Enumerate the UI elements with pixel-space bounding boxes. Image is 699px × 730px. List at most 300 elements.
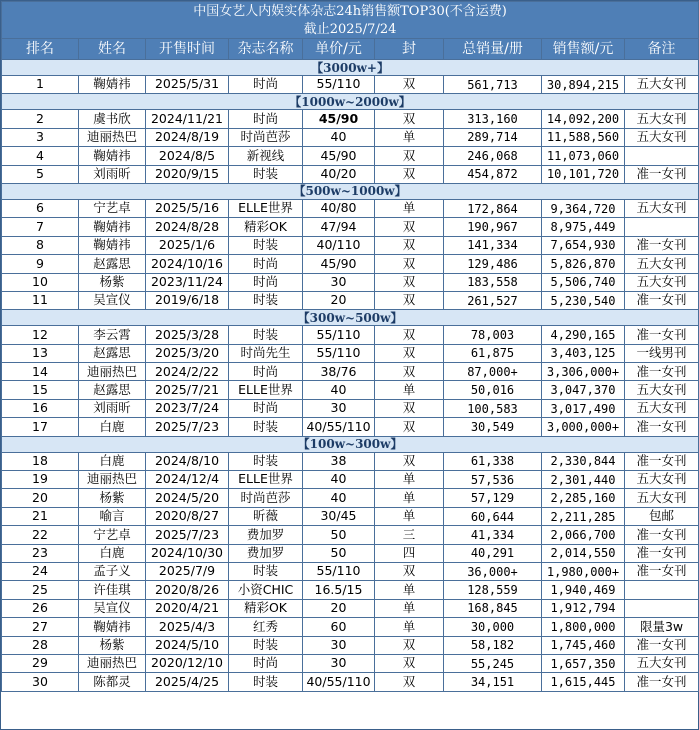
cell-magazine: 时尚芭莎 (229, 128, 303, 146)
cell-total-copies: 172,864 (444, 199, 542, 217)
cell-sale-date: 2025/5/16 (146, 199, 229, 217)
cell-name: 迪丽热巴 (79, 471, 146, 489)
cell-sale-date: 2020/12/10 (146, 654, 229, 672)
cell-unit-price: 30 (303, 636, 375, 654)
cell-magazine: 时尚 (229, 654, 303, 672)
cell-name: 白鹿 (79, 452, 146, 470)
cell-revenue: 14,092,200 (542, 110, 625, 128)
cell-name: 鞠婧祎 (79, 618, 146, 636)
cell-revenue: 2,066,700 (542, 526, 625, 544)
cell-unit-price: 16.5/15 (303, 581, 375, 599)
cell-sale-date: 2024/8/5 (146, 147, 229, 165)
cell-name: 迪丽热巴 (79, 128, 146, 146)
cell-sale-date: 2025/7/23 (146, 526, 229, 544)
cell-cover: 单 (375, 199, 444, 217)
cell-cover: 单 (375, 471, 444, 489)
cell-magazine: 小资CHIC (229, 581, 303, 599)
cell-total-copies: 561,713 (444, 76, 542, 94)
cell-unit-price: 40/80 (303, 199, 375, 217)
cell-magazine: 时装 (229, 236, 303, 254)
cell-unit-price: 20 (303, 599, 375, 617)
cell-revenue: 1,980,000+ (542, 562, 625, 580)
cell-magazine: 时尚 (229, 110, 303, 128)
cell-unit-price: 50 (303, 526, 375, 544)
cell-total-copies: 129,486 (444, 255, 542, 273)
cell-magazine: 时装 (229, 452, 303, 470)
cell-note: 准一女刊 (625, 418, 699, 436)
cell-revenue: 5,826,870 (542, 255, 625, 273)
cell-cover: 双 (375, 673, 444, 691)
cell-sale-date: 2020/8/27 (146, 507, 229, 525)
table-row (2, 326, 699, 344)
cell-name: 赵露思 (79, 255, 146, 273)
cell-note: 准一女刊 (625, 562, 699, 580)
cell-revenue: 5,230,540 (542, 291, 625, 309)
cell-total-copies: 55,245 (444, 654, 542, 672)
cell-unit-price: 20 (303, 291, 375, 309)
cell-cover: 双 (375, 452, 444, 470)
cell-cover: 单 (375, 381, 444, 399)
cell-sale-date: 2025/3/28 (146, 326, 229, 344)
cell-name: 白鹿 (79, 544, 146, 562)
cell-magazine: 时尚 (229, 399, 303, 417)
cell-magazine: ELLE世界 (229, 471, 303, 489)
table-row (2, 110, 699, 128)
table-row (2, 236, 699, 254)
cell-cover: 三 (375, 526, 444, 544)
cell-note (625, 599, 699, 617)
cell-sale-date: 2025/3/20 (146, 344, 229, 362)
cell-sale-date: 2024/12/4 (146, 471, 229, 489)
cell-sale-date: 2024/8/10 (146, 452, 229, 470)
cell-sale-date: 2024/11/21 (146, 110, 229, 128)
table-row (2, 581, 699, 599)
cell-unit-price: 45/90 (303, 255, 375, 273)
cell-revenue: 2,330,844 (542, 452, 625, 470)
cell-unit-price: 55/110 (303, 326, 375, 344)
cell-unit-price: 40 (303, 471, 375, 489)
cell-sale-date: 2023/11/24 (146, 273, 229, 291)
cell-rank: 11 (2, 291, 79, 309)
cell-rank: 20 (2, 489, 79, 507)
cell-total-copies: 57,129 (444, 489, 542, 507)
cell-sale-date: 2019/6/18 (146, 291, 229, 309)
table-row (2, 199, 699, 217)
cell-cover: 双 (375, 110, 444, 128)
cell-magazine: 时尚先生 (229, 344, 303, 362)
cell-unit-price: 40/55/110 (303, 418, 375, 436)
cell-revenue: 1,912,794 (542, 599, 625, 617)
cell-cover: 双 (375, 218, 444, 236)
section-row (2, 436, 699, 452)
cell-rank: 30 (2, 673, 79, 691)
cell-magazine: 时尚 (229, 255, 303, 273)
cell-name: 白鹿 (79, 418, 146, 436)
section-label: 【500w~1000w】 (2, 183, 699, 199)
cell-note: 五大女刊 (625, 654, 699, 672)
cell-rank: 4 (2, 147, 79, 165)
cell-unit-price: 55/110 (303, 76, 375, 94)
cell-total-copies: 261,527 (444, 291, 542, 309)
cell-note: 准一女刊 (625, 526, 699, 544)
cell-name: 鞠婧祎 (79, 236, 146, 254)
cell-total-copies: 61,338 (444, 452, 542, 470)
cell-cover: 单 (375, 581, 444, 599)
cell-rank: 10 (2, 273, 79, 291)
cell-rank: 1 (2, 76, 79, 94)
cell-sale-date: 2025/7/9 (146, 562, 229, 580)
cell-note: 准一女刊 (625, 544, 699, 562)
cell-name: 宁艺卓 (79, 199, 146, 217)
cell-unit-price: 55/110 (303, 344, 375, 362)
table-row (2, 618, 699, 636)
cell-magazine: 时装 (229, 326, 303, 344)
cell-sale-date: 2023/7/24 (146, 399, 229, 417)
cell-rank: 19 (2, 471, 79, 489)
section-label: 【1000w~2000w】 (2, 94, 699, 110)
cell-name: 宁艺卓 (79, 526, 146, 544)
cell-note (625, 147, 699, 165)
cell-rank: 21 (2, 507, 79, 525)
cell-revenue: 8,975,449 (542, 218, 625, 236)
cell-magazine: 新视线 (229, 147, 303, 165)
cell-total-copies: 41,334 (444, 526, 542, 544)
cell-sale-date: 2024/5/10 (146, 636, 229, 654)
cell-unit-price: 45/90 (303, 147, 375, 165)
header-magazine: 杂志名称 (229, 39, 303, 60)
cell-name: 李云霄 (79, 326, 146, 344)
cell-name: 赵露思 (79, 381, 146, 399)
section-label: 【300w~500w】 (2, 310, 699, 326)
table-row (2, 636, 699, 654)
cell-note: 准一女刊 (625, 636, 699, 654)
cell-magazine: 时尚芭莎 (229, 489, 303, 507)
cell-rank: 18 (2, 452, 79, 470)
cell-magazine: 红秀 (229, 618, 303, 636)
cell-sale-date: 2024/10/30 (146, 544, 229, 562)
cell-revenue: 3,306,000+ (542, 363, 625, 381)
cell-revenue: 30,894,215 (542, 76, 625, 94)
cell-cover: 双 (375, 236, 444, 254)
cell-magazine: 精彩OK (229, 218, 303, 236)
section-label: 【100w~300w】 (2, 436, 699, 452)
cell-sale-date: 2025/7/21 (146, 381, 229, 399)
cell-note: 五大女刊 (625, 255, 699, 273)
cell-cover: 双 (375, 147, 444, 165)
cell-rank: 8 (2, 236, 79, 254)
cell-revenue: 4,290,165 (542, 326, 625, 344)
cell-revenue: 7,654,930 (542, 236, 625, 254)
cell-note: 准一女刊 (625, 291, 699, 309)
cell-sale-date: 2025/4/25 (146, 673, 229, 691)
header-total-copies: 总销量/册 (444, 39, 542, 60)
cell-sale-date: 2025/5/31 (146, 76, 229, 94)
cell-unit-price: 38/76 (303, 363, 375, 381)
cell-name: 虞书欣 (79, 110, 146, 128)
cell-magazine: 费加罗 (229, 526, 303, 544)
cell-magazine: 昕薇 (229, 507, 303, 525)
cell-cover: 单 (375, 128, 444, 146)
cell-unit-price: 38 (303, 452, 375, 470)
cell-sale-date: 2024/8/19 (146, 128, 229, 146)
cell-magazine: ELLE世界 (229, 381, 303, 399)
cell-magazine: ELLE世界 (229, 199, 303, 217)
cell-total-copies: 141,334 (444, 236, 542, 254)
cell-rank: 24 (2, 562, 79, 580)
cell-unit-price: 40/110 (303, 236, 375, 254)
cell-total-copies: 87,000+ (444, 363, 542, 381)
cell-total-copies: 58,182 (444, 636, 542, 654)
cell-rank: 23 (2, 544, 79, 562)
cell-rank: 27 (2, 618, 79, 636)
table-row (2, 452, 699, 470)
cell-unit-price: 40 (303, 489, 375, 507)
cell-unit-price: 47/94 (303, 218, 375, 236)
cell-note: 一线男刊 (625, 344, 699, 362)
cell-sale-date: 2024/2/22 (146, 363, 229, 381)
cell-revenue: 1,940,469 (542, 581, 625, 599)
cell-note (625, 218, 699, 236)
cell-rank: 25 (2, 581, 79, 599)
table-row (2, 344, 699, 362)
cell-revenue: 1,800,000 (542, 618, 625, 636)
table-row (2, 599, 699, 617)
table-row (2, 544, 699, 562)
cell-revenue: 1,615,445 (542, 673, 625, 691)
cell-revenue: 2,014,550 (542, 544, 625, 562)
cell-unit-price: 40 (303, 128, 375, 146)
table-row (2, 147, 699, 165)
header-cover: 封 (375, 39, 444, 60)
section-row (2, 60, 699, 76)
cell-total-copies: 246,068 (444, 147, 542, 165)
cell-rank: 13 (2, 344, 79, 362)
cell-cover: 双 (375, 562, 444, 580)
cell-sale-date: 2024/5/20 (146, 489, 229, 507)
cell-name: 吴宣仪 (79, 599, 146, 617)
cell-name: 许佳琪 (79, 581, 146, 599)
cell-name: 陈都灵 (79, 673, 146, 691)
table-subtitle: 截止2025/7/24 (2, 20, 699, 39)
cell-total-copies: 57,536 (444, 471, 542, 489)
cell-unit-price: 50 (303, 544, 375, 562)
cell-rank: 28 (2, 636, 79, 654)
cell-total-copies: 128,559 (444, 581, 542, 599)
header-sale-date: 开售时间 (146, 39, 229, 60)
table-row (2, 255, 699, 273)
cell-magazine: 精彩OK (229, 599, 303, 617)
cell-revenue: 5,506,740 (542, 273, 625, 291)
cell-name: 杨紫 (79, 273, 146, 291)
table-row (2, 128, 699, 146)
cell-magazine: 时尚 (229, 363, 303, 381)
table-row (2, 218, 699, 236)
table-row (2, 526, 699, 544)
cell-revenue: 11,073,060 (542, 147, 625, 165)
cell-total-copies: 454,872 (444, 165, 542, 183)
cell-magazine: 时装 (229, 291, 303, 309)
cell-cover: 单 (375, 507, 444, 525)
cell-total-copies: 168,845 (444, 599, 542, 617)
cell-total-copies: 313,160 (444, 110, 542, 128)
cell-revenue: 3,000,000+ (542, 418, 625, 436)
cell-magazine: 费加罗 (229, 544, 303, 562)
cell-name: 杨紫 (79, 636, 146, 654)
section-label: 【3000w+】 (2, 60, 699, 76)
cell-unit-price: 40 (303, 381, 375, 399)
table-title: 中国女艺人内娱实体杂志24h销售额TOP30(不含运费) (2, 2, 699, 21)
cell-revenue: 3,403,125 (542, 344, 625, 362)
cell-name: 鞠婧祎 (79, 218, 146, 236)
cell-revenue: 1,745,460 (542, 636, 625, 654)
cell-rank: 5 (2, 165, 79, 183)
cell-revenue: 2,211,285 (542, 507, 625, 525)
table-row (2, 673, 699, 691)
cell-cover: 双 (375, 654, 444, 672)
cell-total-copies: 289,714 (444, 128, 542, 146)
header-name: 姓名 (79, 39, 146, 60)
cell-name: 鞠婧祎 (79, 76, 146, 94)
cell-magazine: 时装 (229, 165, 303, 183)
header-note: 备注 (625, 39, 699, 60)
table-row (2, 471, 699, 489)
cell-total-copies: 30,549 (444, 418, 542, 436)
cell-rank: 3 (2, 128, 79, 146)
table-row (2, 507, 699, 525)
cell-note: 准一女刊 (625, 363, 699, 381)
cell-total-copies: 36,000+ (444, 562, 542, 580)
table-row (2, 418, 699, 436)
cell-revenue: 3,017,490 (542, 399, 625, 417)
cell-total-copies: 100,583 (444, 399, 542, 417)
cell-total-copies: 78,003 (444, 326, 542, 344)
cell-unit-price: 45/90 (303, 110, 375, 128)
cell-name: 杨紫 (79, 489, 146, 507)
cell-revenue: 2,301,440 (542, 471, 625, 489)
cell-cover: 单 (375, 618, 444, 636)
cell-cover: 双 (375, 363, 444, 381)
cell-name: 迪丽热巴 (79, 363, 146, 381)
header-rank: 排名 (2, 39, 79, 60)
cell-revenue: 9,364,720 (542, 199, 625, 217)
cell-rank: 16 (2, 399, 79, 417)
cell-cover: 双 (375, 326, 444, 344)
cell-sale-date: 2025/4/3 (146, 618, 229, 636)
header-revenue: 销售额/元 (542, 39, 625, 60)
cell-name: 喻言 (79, 507, 146, 525)
cell-unit-price: 30/45 (303, 507, 375, 525)
table-row (2, 399, 699, 417)
cell-note: 五大女刊 (625, 489, 699, 507)
cell-rank: 6 (2, 199, 79, 217)
section-row (2, 94, 699, 110)
cell-name: 孟子义 (79, 562, 146, 580)
cell-total-copies: 34,151 (444, 673, 542, 691)
cell-revenue: 10,101,720 (542, 165, 625, 183)
table-row (2, 381, 699, 399)
table-row (2, 273, 699, 291)
cell-cover: 四 (375, 544, 444, 562)
cell-note: 准一女刊 (625, 673, 699, 691)
cell-total-copies: 50,016 (444, 381, 542, 399)
cell-magazine: 时装 (229, 673, 303, 691)
cell-revenue: 11,588,560 (542, 128, 625, 146)
cell-name: 鞠婧祎 (79, 147, 146, 165)
cell-note: 准一女刊 (625, 165, 699, 183)
cell-cover: 单 (375, 599, 444, 617)
cell-name: 迪丽热巴 (79, 654, 146, 672)
section-row (2, 310, 699, 326)
cell-name: 刘雨昕 (79, 165, 146, 183)
header-unit-price: 单价/元 (303, 39, 375, 60)
cell-magazine: 时尚 (229, 76, 303, 94)
cell-rank: 12 (2, 326, 79, 344)
cell-cover: 双 (375, 76, 444, 94)
cell-note (625, 581, 699, 599)
cell-note: 准一女刊 (625, 326, 699, 344)
cell-cover: 双 (375, 636, 444, 654)
cell-name: 赵露思 (79, 344, 146, 362)
cell-magazine: 时装 (229, 418, 303, 436)
cell-sale-date: 2025/7/23 (146, 418, 229, 436)
cell-rank: 14 (2, 363, 79, 381)
cell-magazine: 时尚 (229, 273, 303, 291)
cell-magazine: 时装 (229, 636, 303, 654)
cell-sale-date: 2020/4/21 (146, 599, 229, 617)
cell-rank: 17 (2, 418, 79, 436)
table-row (2, 489, 699, 507)
cell-unit-price: 60 (303, 618, 375, 636)
cell-note: 准一女刊 (625, 452, 699, 470)
cell-note: 五大女刊 (625, 128, 699, 146)
cell-cover: 双 (375, 344, 444, 362)
cell-rank: 2 (2, 110, 79, 128)
cell-note: 五大女刊 (625, 471, 699, 489)
table-row (2, 76, 699, 94)
cell-rank: 29 (2, 654, 79, 672)
cell-cover: 双 (375, 273, 444, 291)
cell-note: 五大女刊 (625, 381, 699, 399)
cell-unit-price: 30 (303, 654, 375, 672)
cell-note: 五大女刊 (625, 199, 699, 217)
cell-cover: 单 (375, 489, 444, 507)
cell-note: 五大女刊 (625, 110, 699, 128)
cell-total-copies: 60,644 (444, 507, 542, 525)
cell-sale-date: 2024/8/28 (146, 218, 229, 236)
cell-total-copies: 30,000 (444, 618, 542, 636)
cell-unit-price: 30 (303, 273, 375, 291)
table-row (2, 291, 699, 309)
cell-rank: 15 (2, 381, 79, 399)
cell-sale-date: 2025/1/6 (146, 236, 229, 254)
table-row (2, 363, 699, 381)
cell-rank: 22 (2, 526, 79, 544)
cell-unit-price: 30 (303, 399, 375, 417)
cell-rank: 7 (2, 218, 79, 236)
cell-sale-date: 2024/10/16 (146, 255, 229, 273)
table-row (2, 654, 699, 672)
cell-note: 包邮 (625, 507, 699, 525)
cell-name: 吴宣仪 (79, 291, 146, 309)
sales-ranking-table (1, 1, 699, 692)
cell-name: 刘雨昕 (79, 399, 146, 417)
table-row (2, 562, 699, 580)
cell-note: 五大女刊 (625, 76, 699, 94)
cell-unit-price: 55/110 (303, 562, 375, 580)
cell-rank: 26 (2, 599, 79, 617)
column-header-row (2, 39, 699, 60)
cell-magazine: 时装 (229, 562, 303, 580)
